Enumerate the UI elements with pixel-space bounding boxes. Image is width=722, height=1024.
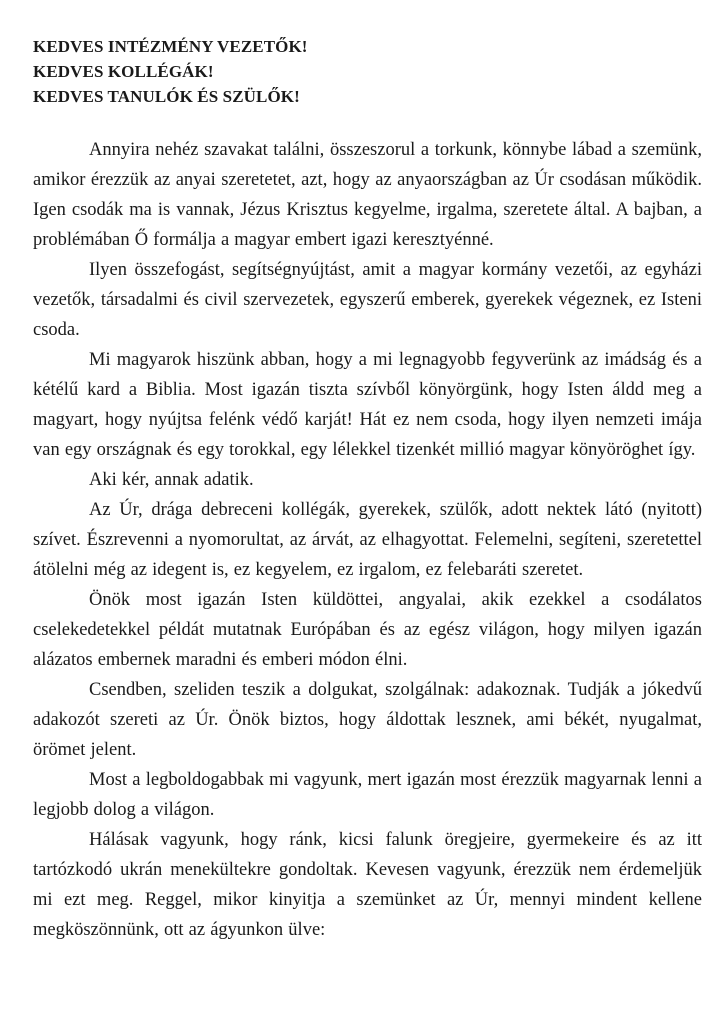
letter-body	[33, 135, 702, 945]
paragraph-5: Az Úr, drága debreceni kollégák, gyerekek, szülők, adott nektek látó (nyitott) szívet. Észrevenni a nyomorultat, az árvát, az elhagyottat. Felemelni, segíteni, szeretettel átölelni még az idegent is, ez kegyelem, ez irgalom, ez felebaráti szeretet.	[33, 500, 702, 580]
paragraph-3: Mi magyarok hiszünk abban, hogy a mi legnagyobb fegyverünk az imádság és a kétélű kard a Biblia. Most igazán tiszta szívből könyörgünk, hogy Isten áldd meg a magyart, hogy nyújtsa felénk védő karját! Hát ez nem csoda, hogy ilyen nemzeti imája van egy országnak és egy torokkal, egy lélekkel tizenkét millió magyar könyöröghet így.	[33, 350, 702, 460]
paragraph-9: Hálásak vagyunk, hogy ránk, kicsi falunk öregjeire, gyermekeire és az itt tartózkodó ukrán menekültekre gondoltak. Kevesen vagyunk, érezzük nem érdemeljük mi ezt meg. Reggel, mikor kinyitja a szemünket az Úr, mennyi mindent kellene megköszönnünk, ott az ágyunkon ülve:	[33, 830, 702, 940]
paragraph-2: Ilyen összefogást, segítségnyújtást, amit a magyar kormány vezetői, az egyházi vezetők, társadalmi és civil szervezetek, egyszerű emberek, gyerekek végeznek, ez Isteni csoda.	[33, 260, 702, 340]
greeting-line-colleagues: KEDVES KOLLÉGÁK!	[33, 62, 214, 81]
greeting-line-students-parents: KEDVES TANULÓK ÉS SZÜLŐK!	[33, 87, 300, 106]
greeting-line-leaders: KEDVES INTÉZMÉNY VEZETŐK!	[33, 37, 308, 56]
paragraph-6: Önök most igazán Isten küldöttei, angyalai, akik ezekkel a csodálatos cselekedetekkel példát mutatnak Európában és az egész világon, hogy milyen igazán alázatos embernek maradni és emberi módon élni.	[33, 590, 702, 670]
greeting-block	[33, 34, 702, 109]
paragraph-4: Aki kér, annak adatik.	[89, 470, 254, 490]
paragraph-8: Most a legboldogabbak mi vagyunk, mert igazán most érezzük magyarnak lenni a legjobb dolog a világon.	[33, 770, 702, 820]
paragraph-1: Annyira nehéz szavakat találni, összeszorul a torkunk, könnybe lábad a szemünk, amikor érezzük az anyai szeretetet, azt, hogy az anyaországban az Úr csodásan működik. Igen csodák ma is vannak, Jézus Krisztus kegyelme, irgalma, szeretete által. A bajban, a problémában Ő formálja a magyar embert igazi keresztyénné.	[33, 140, 702, 250]
paragraph-7: Csendben, szeliden teszik a dolgukat, szolgálnak: adakoznak. Tudják a jókedvű adakozót szereti az Úr. Önök biztos, hogy áldottak lesznek, ami békét, nyugalmat, örömet jelent.	[33, 680, 702, 760]
